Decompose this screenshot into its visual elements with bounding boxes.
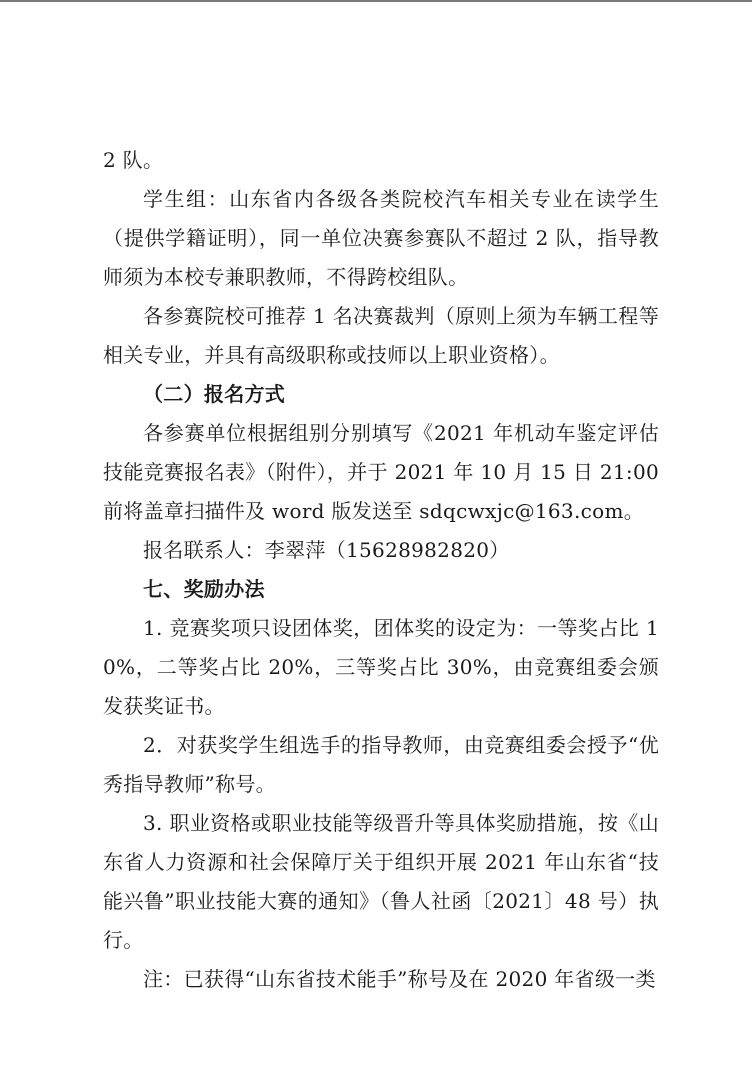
paragraph-award-1: 1. 竞赛奖项只设团体奖，团体奖的设定为：一等奖占比 10%，二等奖占比 20%，三等奖占比 30%，由竞赛组委会颁发获奖证书。 xyxy=(103,616,659,718)
document-page xyxy=(103,141,659,999)
paragraph-registration: 各参赛单位根据组别分别填写《2021 年机动车鉴定评估技能竞赛报名表》（附件），并于 2021 年 10 月 15 日 21:00 前将盖章扫描件及 word 版发送至 sdqcwxjc@163.com。 xyxy=(103,421,659,523)
heading-registration-method: （二）报名方式 xyxy=(143,382,286,406)
paragraph-continuation: 2 队。 xyxy=(103,148,164,172)
paragraph-student-group: 学生组：山东省内各级各类院校汽车相关专业在读学生（提供学籍证明），同一单位决赛参赛队不超过 2 队，指导教师须为本校专兼职教师，不得跨校组队。 xyxy=(103,187,659,289)
paragraph-note: 注：已获得“山东省技术能手”称号及在 2020 年省级一类 xyxy=(143,967,656,991)
paragraph-contact: 报名联系人：李翠萍（15628982820） xyxy=(143,538,510,562)
page-top-border xyxy=(0,0,752,2)
paragraph-award-3: 3. 职业资格或职业技能等级晋升等具体奖励措施，按《山东省人力资源和社会保障厅关于组织开展 2021 年山东省“技能兴鲁”职业技能大赛的通知》（鲁人社函〔2021〕48 号）执行。 xyxy=(103,811,659,952)
paragraph-award-2: 2．对获奖学生组选手的指导教师，由竞赛组委会授予“优秀指导教师”称号。 xyxy=(103,733,659,796)
paragraph-referee: 各参赛院校可推荐 1 名决赛裁判（原则上须为车辆工程等相关专业，并具有高级职称或技师以上职业资格）。 xyxy=(103,304,659,367)
heading-awards: 七、奖励办法 xyxy=(143,577,265,601)
